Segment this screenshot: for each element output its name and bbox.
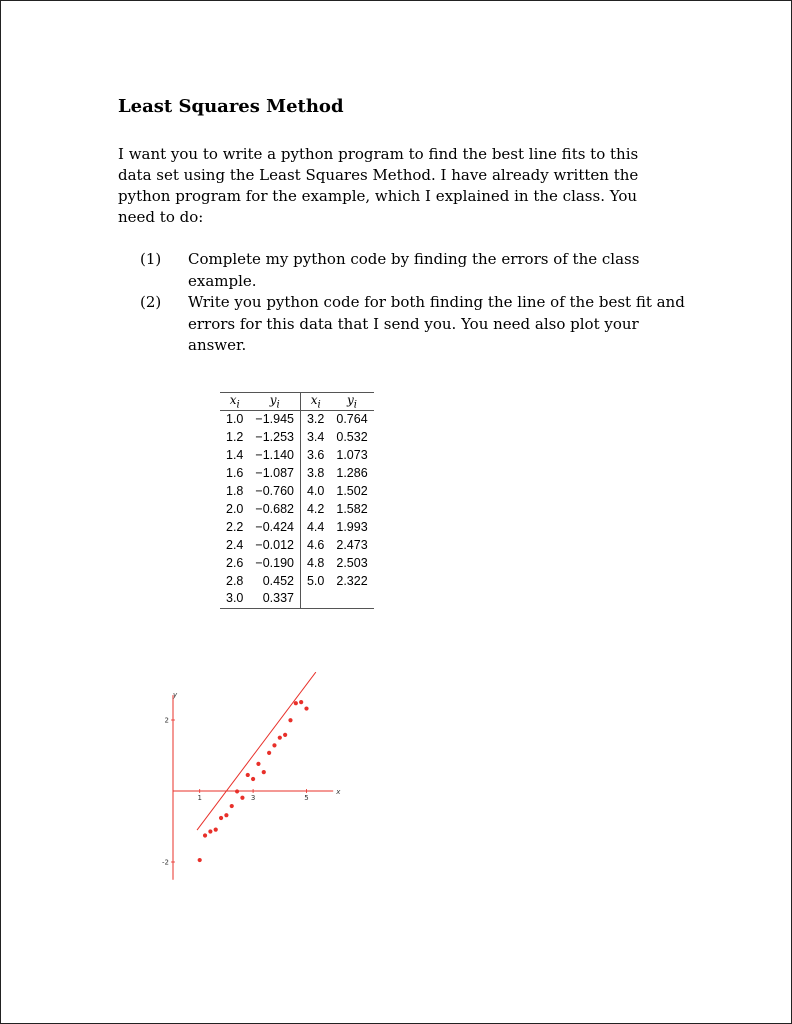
cell-x-left: 2.8 — [226, 573, 244, 588]
cell-y-right: 1.993 — [336, 519, 368, 534]
cell-y-left: −0.012 — [249, 537, 300, 555]
table-row — [220, 411, 374, 429]
data-point — [272, 743, 276, 747]
cell-x-right: 3.4 — [306, 430, 325, 445]
table-row — [220, 555, 374, 573]
data-point — [256, 762, 260, 766]
data-point — [262, 770, 266, 774]
table-row — [220, 465, 374, 483]
cell-x-right: 4.4 — [306, 519, 325, 534]
table-row — [220, 573, 374, 591]
cell-y-left: −0.190 — [249, 555, 300, 573]
cell-x-left: 1.4 — [226, 448, 244, 463]
data-point — [240, 796, 244, 800]
header-x-right: $x_i$ — [300, 393, 330, 411]
cell-y-right: 1.286 — [336, 466, 368, 481]
cell-x-left: 3.0 — [226, 591, 244, 606]
table-header-row — [220, 393, 374, 411]
data-point — [246, 773, 250, 777]
cell-x-left: 2.4 — [226, 537, 244, 552]
cell-y-left: −1.945 — [249, 411, 300, 429]
cell-x-left: 1.2 — [226, 430, 244, 445]
cell-x-left: 2.6 — [226, 555, 244, 570]
cell-x-right: 4.0 — [306, 484, 325, 499]
table-row — [220, 519, 374, 537]
table-row — [220, 447, 374, 465]
cell-y-left: 0.452 — [249, 573, 300, 591]
cell-y-right: 2.322 — [336, 573, 368, 588]
x-tick-label: 5 — [304, 794, 309, 802]
cell-x-left: 1.6 — [226, 466, 244, 481]
table-row — [220, 537, 374, 555]
task-item-1 — [118, 249, 688, 292]
cell-y-left: −0.682 — [249, 501, 300, 519]
task-number: (1) — [140, 250, 162, 268]
table-row — [220, 483, 374, 501]
cell-x-right: 3.8 — [306, 466, 325, 481]
header-y-right: $y_i$ — [330, 393, 373, 411]
data-point — [230, 804, 234, 808]
page-title: Least Squares Method — [118, 96, 344, 117]
cell-x-left: 1.8 — [226, 484, 244, 499]
data-point — [219, 816, 223, 820]
table-row — [220, 501, 374, 519]
y-tick-label: -2 — [162, 858, 169, 867]
data-point — [299, 700, 303, 704]
cell-x-right — [300, 590, 330, 608]
cell-x-right: 4.2 — [306, 501, 325, 516]
header-x-left: $x_i$ — [220, 393, 249, 411]
cell-y-left: −1.140 — [249, 447, 300, 465]
fit-line — [197, 672, 316, 830]
data-point — [251, 777, 255, 781]
cell-y-right: 1.073 — [336, 448, 368, 463]
scatter-plot — [150, 672, 370, 892]
x-tick-label: 1 — [197, 794, 202, 802]
data-point — [208, 829, 212, 833]
data-table — [220, 392, 374, 609]
cell-x-left: 2.2 — [226, 519, 244, 534]
task-item-2 — [118, 292, 688, 357]
table-row — [220, 590, 374, 608]
data-point — [288, 718, 292, 722]
cell-y-left: −1.087 — [249, 465, 300, 483]
cell-y-right: 0.764 — [336, 412, 368, 427]
data-point — [203, 833, 207, 837]
cell-y-right: 0.532 — [336, 430, 368, 445]
x-tick-label: 3 — [250, 794, 256, 802]
y-tick-label: 2 — [164, 716, 169, 725]
x-axis-label: x — [336, 788, 341, 796]
cell-y-right: 1.502 — [336, 484, 368, 499]
data-point — [304, 706, 308, 710]
header-y-left: $y_i$ — [249, 393, 300, 411]
cell-y-right: 1.582 — [336, 501, 368, 516]
intro-paragraph: I want you to write a python program to find the best line fits to this data set using the Least Squares Method. I have already written the python program for the example, which I explained in the class. You need to do: — [118, 145, 639, 226]
cell-x-left: 1.0 — [226, 412, 244, 427]
data-point — [294, 701, 298, 705]
cell-x-right: 3.2 — [306, 412, 325, 427]
cell-x-left: 2.0 — [226, 501, 244, 516]
data-point — [224, 813, 228, 817]
table-row — [220, 429, 374, 447]
cell-x-right: 5.0 — [306, 573, 325, 588]
data-point — [283, 733, 287, 737]
data-point — [198, 858, 202, 862]
cell-x-right: 4.6 — [306, 537, 325, 552]
cell-y-left: −0.760 — [249, 483, 300, 501]
data-point — [214, 827, 218, 831]
cell-y-right: 2.473 — [336, 537, 368, 552]
cell-y-right — [330, 590, 373, 608]
cell-y-left: −0.424 — [249, 519, 300, 537]
task-number: (2) — [140, 293, 162, 311]
data-point — [278, 736, 282, 740]
cell-x-right: 4.8 — [306, 555, 325, 570]
cell-y-right: 2.503 — [336, 555, 368, 570]
cell-y-left: −1.253 — [249, 429, 300, 447]
task-text: Complete my python code by finding the errors of the class example. — [188, 250, 640, 290]
data-point — [235, 789, 239, 793]
cell-y-left: 0.337 — [249, 590, 300, 608]
task-list — [118, 249, 688, 357]
cell-x-right: 3.6 — [306, 448, 325, 463]
task-text: Write you python code for both finding the line of the best fit and errors for this data that I send you. You need also plot your answer. — [188, 293, 685, 354]
data-point — [267, 751, 271, 755]
y-axis-label: y — [173, 691, 178, 700]
